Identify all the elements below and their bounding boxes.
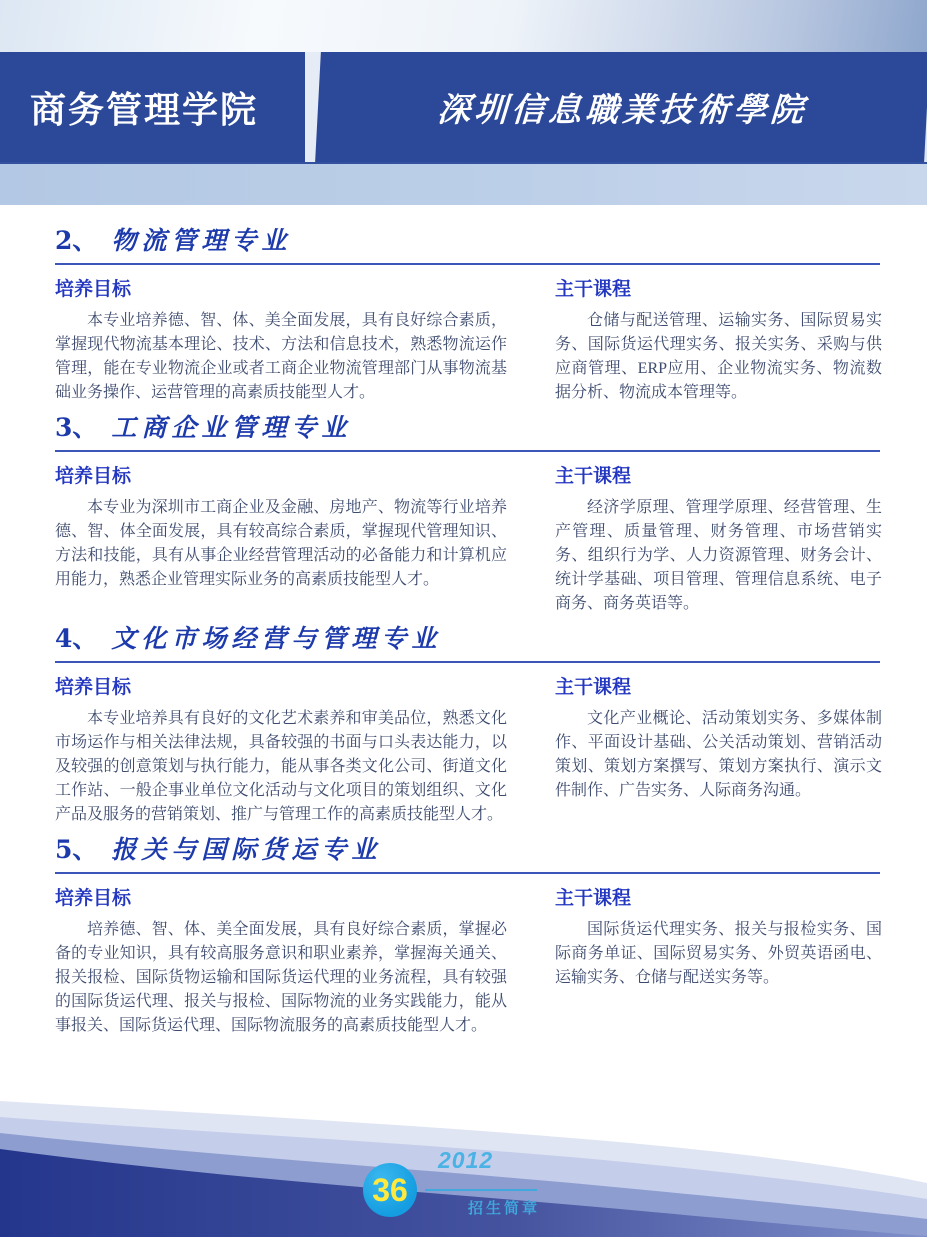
- section-heading: [55, 225, 882, 256]
- section-heading: [55, 834, 882, 865]
- header-gradient-strip: [0, 0, 927, 52]
- courses-column: [555, 456, 882, 616]
- objective-label: 培养目标: [55, 888, 132, 909]
- section-divider: [55, 661, 880, 663]
- page-content: [0, 205, 927, 1038]
- courses-label: 主干课程: [555, 466, 632, 487]
- section-divider: [55, 450, 880, 452]
- courses-label: 主干课程: [555, 888, 632, 909]
- courses-text: 经济学原理、管理学原理、经营管理、生产管理、质量管理、财务管理、市场营销实务、组织行为学、人力资源管理、财务会计、统计学基础、项目管理、管理信息系统、电子商务、商务英语等。: [555, 499, 882, 612]
- section-number: 4、: [55, 624, 98, 653]
- section-divider: [55, 263, 880, 265]
- section-heading: [55, 412, 882, 443]
- section-logistics: [55, 225, 882, 405]
- page-number-badge: 36: [363, 1163, 417, 1217]
- section-heading: [55, 623, 882, 654]
- courses-column: [555, 878, 882, 1038]
- faculty-title: 商务管理学院: [0, 52, 305, 162]
- section-number: 5、: [55, 835, 98, 864]
- objective-label: 培养目标: [55, 466, 132, 487]
- page-footer: [0, 1087, 927, 1237]
- objective-text: 培养德、智、体、美全面发展，具有良好综合素质，掌握必备的专业知识，具有较高服务意识和职业素养，掌握海关通关、报关报检、国际货物运输和国际货运代理的业务流程，具有较强的国际货运代理、报关与报检、国际物流的业务实践能力，能从事报关、国际货运代理、国际物流服务的高素质技能型人才。: [55, 921, 507, 1034]
- section-title: 物流管理专业: [111, 226, 292, 255]
- courses-text: 仓储与配送管理、运输实务、国际贸易实务、国际货运代理实务、报关实务、采购与供应商管理、ERP应用、企业物流实务、物流数据分析、物流成本管理等。: [555, 312, 882, 401]
- section-culture-market: [55, 623, 882, 827]
- section-number: 3、: [55, 413, 98, 442]
- section-title: 文化市场经营与管理专业: [111, 624, 442, 653]
- courses-text: 国际货运代理实务、报关与报检实务、国际商务单证、国际贸易实务、外贸英语函电、运输实务、仓储与配送实务等。: [555, 921, 882, 986]
- section-business-admin: [55, 412, 882, 616]
- objective-label: 培养目标: [55, 279, 132, 300]
- courses-column: [555, 269, 882, 405]
- objective-column: [55, 667, 507, 827]
- header-subband: [0, 164, 927, 205]
- section-number: 2、: [55, 226, 98, 255]
- courses-label: 主干课程: [555, 677, 632, 698]
- objective-text: 本专业培养德、智、体、美全面发展，具有良好综合素质，掌握现代物流基本理论、技术、方法和信息技术，熟悉物流运作管理，能在专业物流企业或者工商企业物流管理部门从事物流基础业务操作、运营管理的高素质技能型人才。: [55, 312, 507, 401]
- objective-text: 本专业为深圳市工商企业及金融、房地产、物流等行业培养德、智、体全面发展，具有较高综合素质，掌握现代管理知识、方法和技能，具有从事企业经营管理活动的必备能力和计算机应用能力，熟悉企业管理实际业务的高素质技能型人才。: [55, 499, 507, 588]
- courses-label: 主干课程: [555, 279, 632, 300]
- courses-text: 文化产业概论、活动策划实务、多媒体制作、平面设计基础、公关活动策划、营销活动策划、策划方案撰写、策划方案执行、演示文件制作、广告实务、人际商务沟通。: [555, 710, 882, 799]
- objective-text: 本专业培养具有良好的文化艺术素养和审美品位，熟悉文化市场运作与相关法律法规，具备较强的书面与口头表达能力，以及较强的创意策划与执行能力，能从事各类文化公司、街道文化工作站、一般企事业单位文化活动与文化项目的策划组织、文化产品及服务的营销策划、推广与管理工作的高素质技能型人才。: [55, 710, 507, 823]
- section-title: 工商企业管理专业: [111, 413, 352, 442]
- header-banner: [0, 52, 927, 164]
- footer-caption: 招生简章: [468, 1200, 541, 1217]
- objective-column: [55, 269, 507, 405]
- footer-divider-line: [425, 1189, 537, 1191]
- objective-column: [55, 456, 507, 616]
- section-title: 报关与国际货运专业: [111, 835, 382, 864]
- courses-column: [555, 667, 882, 827]
- section-customs-freight: [55, 834, 882, 1038]
- school-name-calligraphy: 深圳信息職業技術學院: [315, 52, 927, 162]
- footer-year: 2012: [438, 1147, 494, 1173]
- section-divider: [55, 872, 880, 874]
- objective-column: [55, 878, 507, 1038]
- objective-label: 培养目标: [55, 677, 132, 698]
